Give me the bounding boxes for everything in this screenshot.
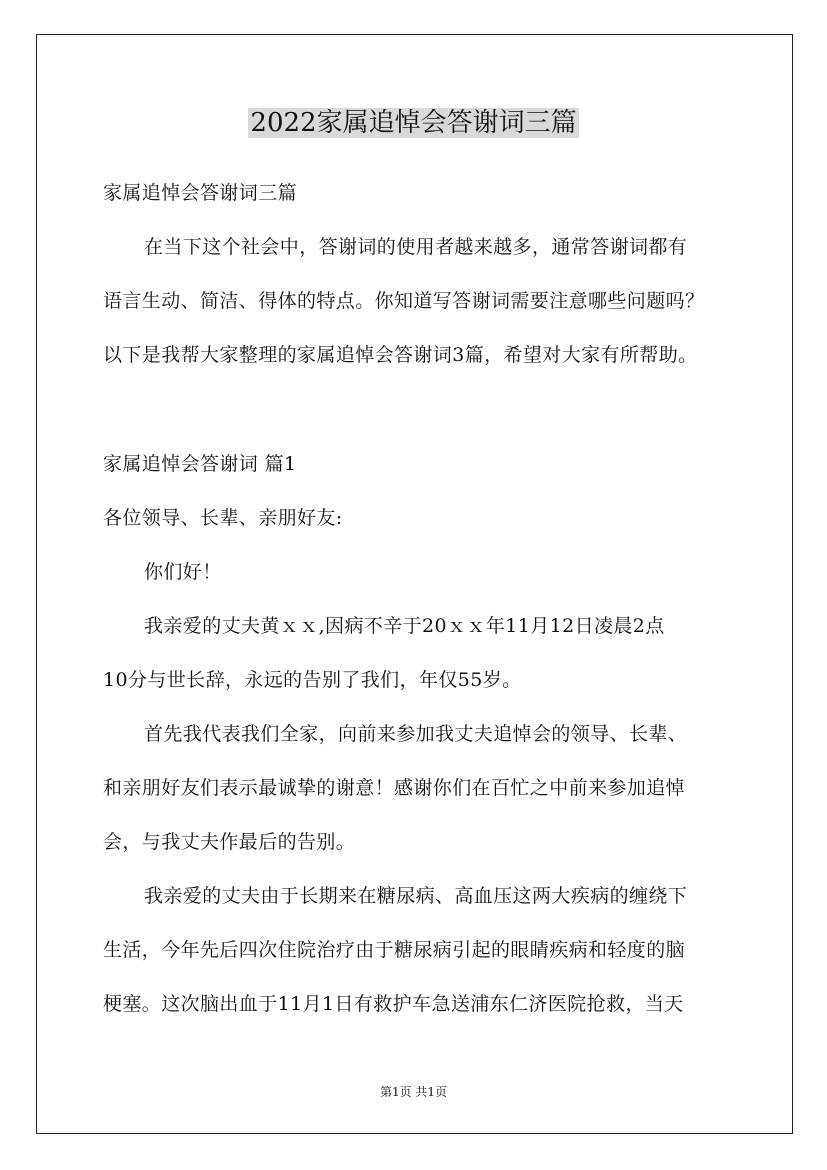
document-subtitle: 家属追悼会答谢词三篇 <box>103 182 298 204</box>
page-number: 第1页 共1页 <box>379 1085 448 1099</box>
salutation: 各位领导、长辈、亲朋好友: <box>103 507 343 529</box>
body-line: 梗塞。这次脑出血于11月1日有救护车急送浦东仁济医院抢救，当天 <box>103 993 684 1015</box>
body-line: 和亲朋好友们表示最诚挚的谢意！感谢你们在百忙之中前来参加追悼 <box>103 777 686 799</box>
document-title: 2022家属追悼会答谢词三篇 <box>250 108 577 138</box>
body-line: 我亲爱的丈夫由于长期来在糖尿病、高血压这两大疾病的缠绕下 <box>144 885 688 907</box>
section-heading: 家属追悼会答谢词 篇1 <box>103 453 297 475</box>
intro-paragraph-line: 在当下这个社会中，答谢词的使用者越来越多，通常答谢词都有 <box>144 236 688 258</box>
body-line: 10分与世长辞，永远的告别了我们，年仅55岁。 <box>103 669 522 691</box>
intro-paragraph-line: 以下是我帮大家整理的家属追悼会答谢词3篇，希望对大家有所帮助。 <box>103 344 698 366</box>
body-line: 会，与我丈夫作最后的告别。 <box>103 831 356 853</box>
body-line: 生活，今年先后四次住院治疗由于糖尿病引起的眼睛疾病和轻度的脑 <box>103 939 686 961</box>
body-line: 我亲爱的丈夫黄ｘｘ,因病不辛于20ｘｘ年11月12日凌晨2点 <box>144 615 665 637</box>
intro-paragraph-line: 语言生动、简洁、得体的特点。你知道写答谢词需要注意哪些问题吗？ <box>103 290 705 312</box>
body-line: 首先我代表我们全家，向前来参加我丈夫追悼会的领导、长辈、 <box>144 723 688 745</box>
greeting: 你们好！ <box>144 561 222 583</box>
